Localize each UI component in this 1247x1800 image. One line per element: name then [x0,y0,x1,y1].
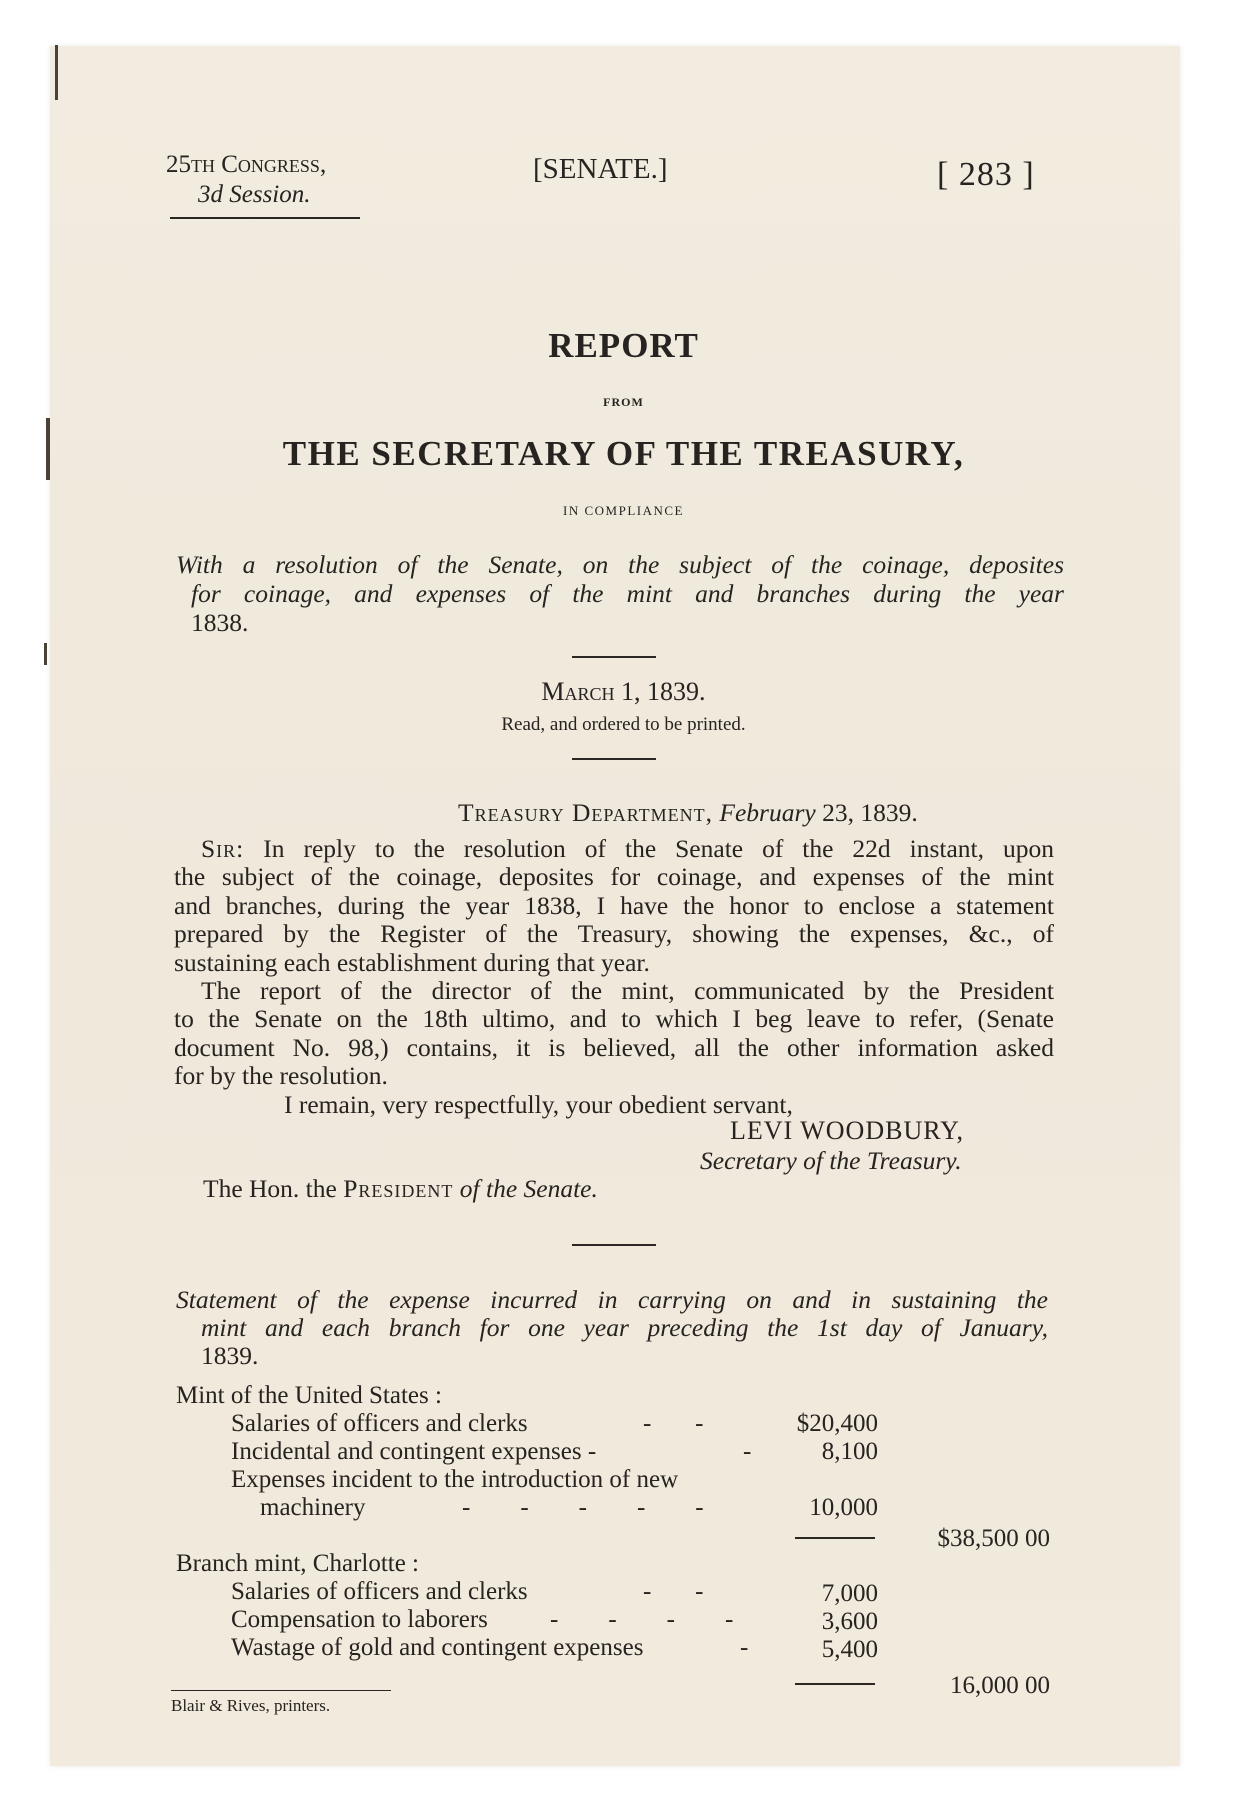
expense-amount: 3,600 [821,1608,878,1635]
session-label: 3d Session. [198,181,311,208]
expense-label: machinery [260,1494,366,1521]
leader-dashes: - [740,1634,749,1661]
leader-dashes: - - [643,1410,704,1437]
expense-label: Compensation to laborers [231,1606,488,1633]
congress-number: 25th Congress, [166,151,327,178]
statement-title [176,1286,1048,1370]
congress-label [166,150,326,210]
binding-mark [55,45,58,100]
secretary-heading: THE SECRETARY OF THE TREASURY, [282,434,965,473]
expense-amount: 5,400 [821,1636,878,1663]
binding-mark [44,643,47,665]
expense-amount: $20,400 [796,1410,878,1437]
letter-text: and branches, during the year 1838, I have the honor to enclose a statement [174,890,1054,920]
resolution-text [176,550,1064,637]
letter-text: the subject of the coinage, deposites for coinage, and expenses of the mint [174,862,1054,892]
statement-title-line: mint and each branch for one year preceding the 1st day of January, [201,1313,1048,1342]
section-total: $38,500 00 [937,1525,1050,1552]
letter-dateline [458,798,918,828]
report-heading: REPORT [548,326,699,365]
leader-dashes: - - [643,1578,704,1605]
statement-title-line: Statement of the expense incurred in carrying on and in sustaining the [176,1285,1048,1314]
date-line: March 1, 1839. [541,677,706,706]
expense-label: Salaries of officers and clerks [231,1578,528,1605]
ordered-printed: Read, and ordered to be printed. [501,714,746,735]
letter-day-year: 23, 1839. [822,798,918,827]
leader-dashes: - [743,1438,752,1465]
signer-title: Secretary of the Treasury. [700,1146,962,1175]
divider-rule [572,1244,656,1246]
expense-label: Expenses incident to the introduction of new [231,1466,679,1493]
document-number: [ 283 ] [937,156,1035,193]
expense-amount: 7,000 [821,1580,878,1607]
footer-rule [171,1690,391,1691]
subtotal-rule [795,1537,875,1539]
chamber-label: [SENATE.] [533,153,668,185]
expense-label: Salaries of officers and clerks [231,1410,528,1437]
expense-label: Wastage of gold and contingent expenses [231,1634,644,1661]
department-name: Treasury Department, [458,798,714,827]
section-heading: Branch mint, Charlotte : [176,1550,420,1577]
section-heading: Mint of the United States : [176,1382,442,1409]
letter-text: The report of the director of the mint, communicated by the President [201,976,1054,1006]
printer-credit: Blair & Rives, printers. [171,1696,331,1715]
expense-amount: 10,000 [809,1494,878,1521]
addressee-prefix: The Hon. the [203,1174,337,1203]
from-label: FROM [603,395,644,409]
signer-name: LEVI WOODBURY, [730,1116,965,1145]
letter-text: prepared by the Register of the Treasury, showing the expenses, &c., of [174,919,1054,949]
divider-rule [572,758,656,760]
closing-line: I remain, very respectfully, your obedient servant, [284,1089,793,1119]
leader-dashes: - - - - - [462,1494,704,1521]
expense-amount: 8,100 [821,1438,878,1465]
letter-month: February [719,798,816,827]
section-total: 16,000 00 [950,1672,1050,1699]
resolution-year: 1838. [191,608,249,637]
divider-rule [572,656,656,658]
addressee-office: President [343,1174,454,1203]
expense-label: Incidental and contingent expenses - [231,1438,597,1465]
letter-text: document No. 98,) contains, it is believed, all the other information asked [174,1032,1054,1062]
letter-text: sustaining each establishment during that year. [174,947,650,977]
letter-text: to the Senate on the 18th ultimo, and to which I beg leave to refer, (Senate [174,1004,1054,1034]
resolution-line: for coinage, and expenses of the mint and branches during the year [191,579,1064,608]
resolution-line: With a resolution of the Senate, on the subject of the coinage, deposites [176,550,1064,579]
letter-text: In reply to the resolution of the Senate of the 22d instant, upon [263,834,1054,863]
subtotal-rule [795,1683,875,1685]
letter-body [174,835,1054,1119]
in-compliance-label: IN COMPLIANCE [563,503,684,518]
addressee-suffix: of the Senate. [459,1174,598,1203]
addressee [203,1174,598,1204]
header-rule [170,217,360,219]
statement-year: 1839. [201,1341,259,1370]
leader-dashes: - - - - [550,1606,734,1633]
salutation: Sir: [201,834,245,863]
letter-text: for by the resolution. [174,1061,388,1091]
